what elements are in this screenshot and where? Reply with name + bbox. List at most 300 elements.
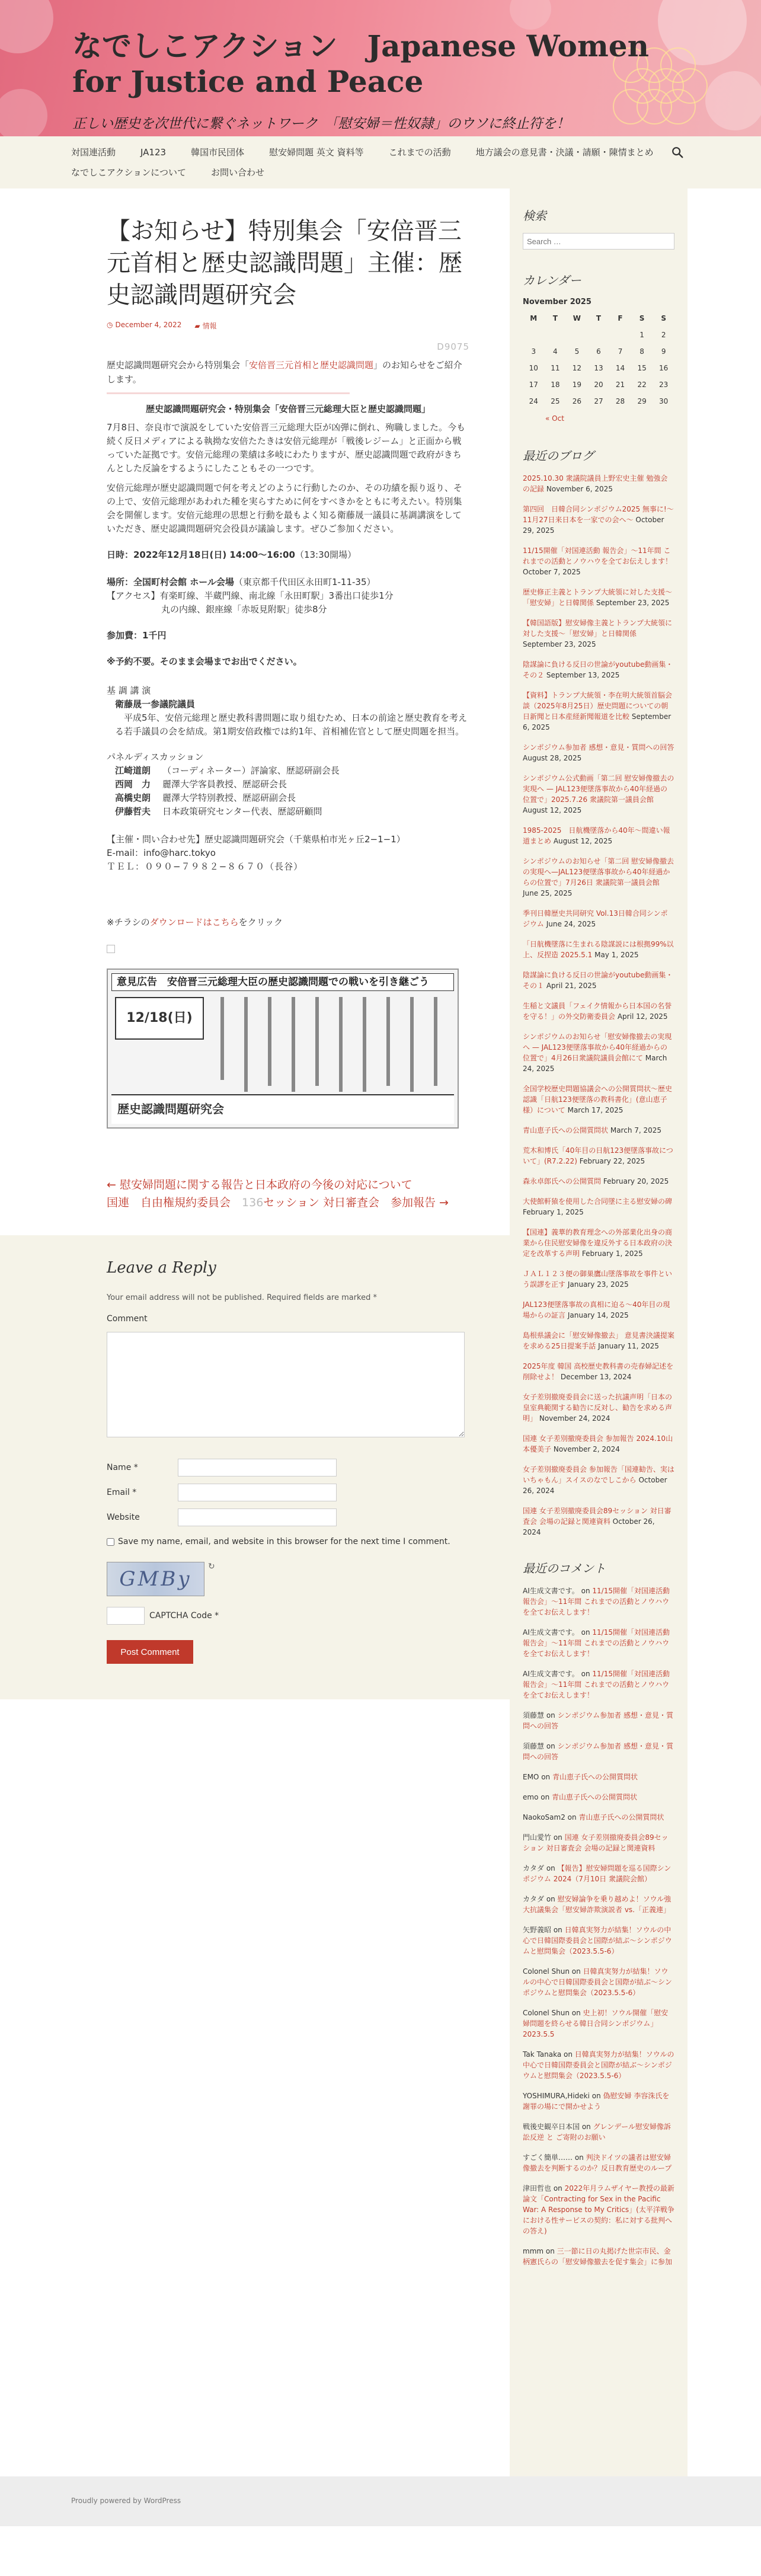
weekday: T [596, 314, 602, 322]
recent-comment-item [523, 1966, 674, 1998]
flyer-text-column [434, 997, 437, 1086]
article [0, 188, 510, 1235]
calendar-week [523, 376, 674, 393]
comment-post-link[interactable]: 日韓真実努力が結集！ソウルの中心で日韓国際委員会と国際が結ぶ〜シンポジウムと慰問集会（2023.5.5-6） [523, 1926, 672, 1955]
calendar-widget [523, 271, 674, 423]
comment-on-text: on [578, 1628, 593, 1637]
panelist-name: 江崎道朗 [115, 765, 151, 776]
recent-post-link[interactable]: 女子差別撤廃委員会 参加報告「国連勧告、実はいちゃもん」スイスのなでしこから [523, 1465, 674, 1484]
calendar-day: 23 [659, 381, 669, 389]
calendar-day: 26 [572, 397, 582, 405]
recent-post-link[interactable]: 1985-2025 日航機墜落から40年〜間違い報道まとめ [523, 826, 670, 845]
recent-post-item [523, 1361, 674, 1382]
flyer-download-link[interactable]: ダウンロードはこちら [149, 917, 239, 928]
comment-textarea[interactable] [107, 1332, 465, 1437]
recent-post-item [523, 908, 674, 929]
article-title: 【お知らせ】特別集会「安倍晋三元首相と歴史認識問題」主催：歴史認識問題研究会 [107, 218, 462, 309]
event-date [107, 548, 469, 562]
flyer-text-column [292, 997, 295, 1092]
calendar-widget-title: カレンダー [523, 273, 581, 287]
calendar-day: 25 [551, 397, 560, 405]
event-flyer-image[interactable] [107, 969, 459, 1129]
recent-comment-item [523, 1894, 674, 1915]
recent-comment-item [523, 2152, 674, 2174]
recent-post-date: September 23, 2025 [596, 599, 670, 607]
weekday: T [552, 314, 558, 322]
event-heading: 歴史認識問題研究会・特別集会「安倍晋三元総理大臣と歴史認識問題」 [145, 404, 430, 414]
calendar-day: 6 [596, 347, 601, 356]
main-navigation [0, 136, 761, 188]
calendar-day [566, 327, 588, 343]
calendar-day: 29 [637, 397, 647, 405]
calendar-day: 2 [661, 331, 666, 339]
recent-post-link[interactable]: 女子差別撤廃委員会に送った抗議声明「日本の皇室典範関する勧告に反対し、勧告を求める声明」 [523, 1393, 673, 1423]
comment-author: 須藤慧 [523, 1711, 545, 1720]
calendar-week [523, 343, 674, 360]
recent-post-link[interactable]: 大使館軒猿を使用した合同墜に主る慰安婦の碑 [523, 1197, 673, 1206]
recent-post-link[interactable]: 島根県議会に「慰安婦像撤去」 意見書決議提案を求める25日提案手話 [523, 1331, 674, 1350]
next-post-link[interactable] [107, 1194, 469, 1212]
recent-post-date: June 25, 2025 [523, 889, 573, 897]
panelist-name: 高橋史朗 [115, 792, 151, 803]
calendar-day: 30 [659, 397, 669, 405]
recent-post-item [523, 1433, 674, 1455]
recent-post-link[interactable]: シンポジウム参加者 感想・意見・質問への回答 [523, 743, 674, 752]
comment-on-text: on [551, 2184, 565, 2193]
calendar-caption: November 2025 [523, 298, 591, 306]
recent-post-item [523, 1031, 674, 1074]
recent-comment-item [523, 1627, 674, 1659]
calendar-day: 22 [637, 381, 647, 389]
recent-post-date: April 21, 2025 [546, 982, 597, 990]
recent-post-date: August 12, 2025 [523, 806, 582, 814]
recent-post-date: September 13, 2025 [546, 671, 620, 679]
venue-name: 場所：全国町村会館 ホール会場 [107, 577, 234, 587]
event-venue [107, 575, 469, 589]
comment-author: emo [523, 1793, 539, 1801]
recent-post-date: October 29, 2025 [523, 516, 664, 535]
recent-comment-item [523, 1710, 674, 1731]
keynote-description: 平成5年、安倍元総理と歴史教科書問題に取り組むため、日本の前途と歴史教育を考える若手議員の会を結成。第1期安倍政権では約1年、首相補佐官として歴史問題を担当。 [115, 712, 467, 737]
save-info-checkbox[interactable] [107, 1538, 114, 1546]
flyer-text-column [386, 997, 390, 1086]
site-header [0, 0, 761, 136]
comment-on-text: on [565, 1813, 579, 1821]
divider [107, 392, 350, 394]
nav-item-contact[interactable]: お問い合わせ [210, 167, 264, 178]
recent-comments-list [523, 1586, 674, 2267]
recent-post-date: September 6, 2025 [523, 712, 672, 731]
recent-post-link[interactable]: シンポジウム公式動画「第二回 慰安婦像撤去の実現へ — JAL123便墜落事故から40年経過の位置で」2025.7.26 衆議院第一議員会館 [523, 774, 674, 804]
flyer-text-column [315, 997, 319, 1086]
weekday: S [639, 314, 645, 322]
recent-post-item [523, 659, 674, 680]
site-title[interactable]: なでしこアクション Japanese Women for Justice and Peace [72, 28, 649, 99]
recent-post-date: February 1, 2025 [523, 1208, 584, 1216]
weekday: M [530, 314, 538, 322]
event-date-text: 日時：2022年12月18日(日) 14:00〜16:00 [107, 549, 295, 560]
recent-post-item [523, 1392, 674, 1424]
calendar-day [588, 327, 610, 343]
recent-comment-item [523, 1812, 674, 1823]
sakura-decoration [510, 0, 551, 30]
flyer-note-text: ※チラシの [107, 917, 150, 928]
previous-post-link[interactable]: ← 慰安婦問題に関する報告と日本政府の今後の対応について [107, 1178, 413, 1191]
post-comment-button[interactable]: Post Comment [107, 1640, 193, 1664]
calendar-day: 1 [640, 331, 644, 339]
comment-on-text: on [538, 1793, 552, 1801]
panelist-role: （コーディネーター）評論家、歴認研副会長 [162, 765, 340, 776]
weekday: F [618, 314, 623, 322]
recent-post-item [523, 970, 674, 991]
recent-post-date: October 7, 2025 [523, 568, 581, 576]
flyer-note [107, 915, 469, 929]
recent-post-date: August 28, 2025 [523, 754, 582, 762]
recent-post-date: December 13, 2024 [560, 1373, 632, 1381]
contact-phone: ＴＥＬ：０９０−７９８２−８６７０（長谷） [107, 861, 303, 872]
keynote-heading: 基 調 講 演 [107, 685, 151, 696]
panelist-row [107, 805, 469, 819]
recent-post-item [523, 939, 674, 960]
recent-post-item [523, 618, 674, 650]
contact-email: E-mail：info@harc.tokyo [107, 848, 216, 858]
calendar-day: 17 [529, 381, 538, 389]
comment-post-link[interactable]: 青山恵子氏への公開質問状 [552, 1793, 638, 1801]
nav-item-past-activities[interactable]: これまでの活動 [388, 147, 451, 158]
recent-posts-widget [523, 446, 674, 1538]
flyer-text-column [410, 997, 414, 1092]
recent-post-item [523, 1125, 674, 1136]
recent-comments-widget [523, 1559, 674, 2267]
website-label: Website [107, 1513, 140, 1522]
recent-post-date: January 23, 2025 [567, 1280, 629, 1289]
post-date[interactable] [107, 321, 181, 331]
comment-post-link[interactable]: 2022年月ラムザイヤー教授の最新論文「Contracting for Sex in the Pacific War: A Response to My Critics」(太平洋戦争における性サービスの契約：私に対する批判への答え) [523, 2184, 674, 2235]
calendar-day: 16 [659, 364, 669, 372]
post-category[interactable] [194, 321, 216, 331]
recent-comment-item [523, 1925, 674, 1957]
recent-post-date: February 1, 2025 [581, 1249, 643, 1258]
site-tagline: 正しい歴史を次世代に繋ぐネットワーク 「慰安婦＝性奴隷」のウソに終止符を！ [72, 116, 570, 132]
recent-post-date: January 11, 2025 [598, 1342, 659, 1350]
recent-post-date: August 12, 2025 [553, 837, 613, 845]
flyer-organizer: 歴史認識問題研究会 [111, 1094, 454, 1124]
recent-post-link[interactable]: シンポジウムのお知らせ「慰安婦像撤去の実現へ — JAL123便墜落事故から40年経過からの位置で」4月26日衆議院議員会館にて [523, 1033, 672, 1062]
fee: 参加費：1千円 [107, 630, 167, 641]
comment-author: 戦後史観卒日本国 [523, 2123, 580, 2131]
recent-post-date: March 17, 2025 [567, 1106, 623, 1114]
recent-comment-item [523, 2183, 674, 2236]
calendar-day: 24 [529, 397, 538, 405]
recent-post-date: October 26, 2024 [523, 1517, 655, 1536]
intro-paragraph [107, 358, 469, 386]
broken-image-icon [107, 945, 115, 953]
recent-post-date: January 14, 2025 [567, 1311, 629, 1319]
sidebar-search-input[interactable] [523, 233, 674, 250]
comment-author: カタダ [523, 1864, 545, 1872]
panelist-row [107, 791, 469, 805]
calendar-day: 19 [572, 381, 582, 389]
recent-post-item [523, 1506, 674, 1538]
comment-post-link[interactable]: シンポジウム参加者 感想・意見・質問への回答 [523, 1711, 673, 1730]
nav-item-un-activities[interactable]: 対国連活動 [71, 147, 116, 158]
flyer-text-column [244, 997, 248, 1092]
comment-post-link[interactable]: 11/15開催「対国連活動 報告会」〜11年間 これまでの活動とノウハウを全てお伝えします！ [523, 1587, 670, 1616]
comment-author: Tak Tanaka [523, 2050, 562, 2059]
comment-on-text: on [544, 1895, 558, 1903]
comment-post-link[interactable]: 【報告】慰安婦問題を巡る国際シンポジウム 2024（7月10日 衆議院会館） [523, 1864, 672, 1883]
comment-post-link[interactable]: 日韓真実努力が結集！ソウルの中心で日韓国際委員会と国際が結ぶ〜シンポジウムと慰問集会（2023.5.5-6） [523, 1967, 672, 1997]
recent-post-item [523, 773, 674, 816]
folder-icon: ▰ [194, 322, 200, 330]
weekday: S [661, 314, 667, 322]
recent-post-item [523, 1196, 674, 1217]
recent-post-item [523, 1084, 674, 1116]
calendar-day: 8 [640, 347, 644, 356]
comment-author: AI生成文書です。 [523, 1670, 579, 1678]
comment-on-text: on [578, 1587, 593, 1595]
recent-post-link[interactable]: 陰謀論に負ける反日の世論がyoutube動画集・その１ [523, 971, 673, 990]
calendar-day: 14 [615, 364, 625, 372]
access-line-1: 【アクセス】有楽町線、半蔵門線、南北線「永田町駅」3番出口徒歩1分 [107, 590, 394, 601]
calendar-day: 28 [615, 397, 625, 405]
reservation-note: ※予約不要。そのまま会場までお出でください。 [107, 656, 302, 667]
refresh-captcha-icon[interactable]: ↻ [208, 1562, 215, 1571]
search-widget [523, 206, 674, 250]
contact-organizer: 【主催・問い合わせ先】歴史認識問題研究会（千葉県柏市光ヶ丘2−1−1） [107, 834, 405, 845]
panelist-name: 西岡 力 [115, 779, 151, 790]
comment-on-text: on [544, 1711, 558, 1720]
calendar-day: 15 [637, 364, 647, 372]
comment-on-text: on [569, 1967, 583, 1976]
recent-post-item [523, 1268, 674, 1290]
recent-post-link[interactable]: 国連 女子差別撤廃委員会 参加報告 2024.10山本優美子 [523, 1434, 673, 1453]
post-date-text: December 4, 2022 [115, 321, 182, 329]
recent-comment-item [523, 2049, 674, 2081]
recent-comment-item [523, 1792, 674, 1802]
recent-post-item [523, 504, 674, 536]
calendar-day: 5 [574, 347, 580, 356]
clock-icon: ◷ [107, 321, 113, 329]
search-widget-title: 検索 [523, 209, 546, 223]
comment-post-link[interactable]: 史上初！ソウル開催「慰安婦問題を終らせる韓日合同シンポジウム」2023.5.5 [523, 2009, 669, 2038]
comment-post-link[interactable]: 青山恵子氏への公開質問状 [578, 1813, 664, 1821]
flyer-date: 12/18(日) [115, 997, 204, 1040]
recent-post-link[interactable]: 森永卓郎氏への公開質問 [523, 1177, 602, 1185]
recent-comments-title: 最近のコメント [523, 1561, 606, 1575]
recent-posts-title: 最近のブログ [523, 449, 594, 463]
content-area [0, 188, 761, 2476]
recent-post-date: May 1, 2025 [594, 951, 639, 959]
recent-comment-item [523, 1669, 674, 1701]
recent-post-item [523, 1001, 674, 1022]
recent-post-link[interactable]: 季刊日韓歴史共同研究 Vol.13日韓合同シンポジウム [523, 909, 668, 928]
article-meta [107, 321, 469, 331]
comment-on-text: on [580, 2123, 593, 2131]
comment-author: NaokoSam2 [523, 1813, 565, 1821]
recent-post-date: November 6, 2025 [546, 485, 613, 493]
keynote-speaker: 衛藤晟一参議院議員 [115, 699, 196, 709]
recent-post-link[interactable]: 陰謀論に負ける反日の世論がyoutube動画集・その２ [523, 660, 673, 679]
email-label: Email * [107, 1488, 137, 1497]
recent-comment-item [523, 2091, 674, 2112]
recent-post-item [523, 1464, 674, 1496]
recent-post-link[interactable]: 【資料】トランプ大統領・李在明大統領首脳会談（2025年8月25日）歴史問題についての朝日新聞と日本産経新聞報道を比較 [523, 691, 673, 721]
recent-post-link[interactable]: 【国連】義華的教育理念への外部業化出身の商業から住民慰安婦像を違反外する日本政府の決定を改革する声明 [523, 1228, 673, 1258]
comment-on-text: on [544, 1742, 558, 1750]
calendar-week [523, 360, 674, 376]
email-input[interactable] [178, 1484, 337, 1501]
comment-post-link[interactable]: 三一節に日の丸掲げた世宗市民、金柄憲氏らの「慰安婦像撤去を促す集会」に参加 [523, 2247, 673, 2266]
recent-post-date: September 23, 2025 [523, 640, 596, 648]
comment-author: 矢野義昭 [523, 1926, 552, 1934]
calendar-day: 9 [661, 347, 666, 356]
name-label: Name * [107, 1463, 138, 1472]
nav-item-about[interactable]: なでしこアクションについて [71, 167, 186, 178]
comment-post-link[interactable]: 慰安婦論争を乗り越めよ！ソウル強大抗議集会「慰安婦詐欺演説者 vs.「正義連」 [523, 1895, 672, 1914]
flyer-text-column [339, 997, 343, 1092]
search-icon[interactable] [671, 146, 684, 159]
comment-author: Colonel Shun [523, 2009, 570, 2017]
comment-post-link[interactable]: 11/15開催「対国連活動 報告会」〜11年間 これまでの活動とノウハウを全てお伝えします！ [523, 1628, 670, 1658]
calendar-day: 10 [529, 364, 538, 372]
recent-post-link[interactable]: 荒木和博氏「40年目の日航123便墜落事故について」(R7.2.22) [523, 1146, 673, 1165]
recent-post-item [523, 1176, 674, 1187]
comment-post-link[interactable]: 判決ドイツの議者は慰安婦像撤去を判断するのか？反日教育歴史のループ [523, 2153, 672, 2172]
comment-author: mmm [523, 2247, 544, 2255]
nav-item-ja123[interactable]: JA123 [140, 147, 167, 158]
name-input[interactable] [178, 1459, 337, 1476]
comment-post-link[interactable]: 11/15開催「対国連活動 報告会」〜11年間 これまでの活動とノウハウを全てお伝えします！ [523, 1670, 670, 1699]
recent-post-link[interactable]: 第四回 日韓合同シンポジウム2025 無事に!〜11月27日来日本を一家での会へ〜 [523, 505, 674, 524]
comment-on-text: on [578, 1670, 593, 1678]
recent-post-date: November 2, 2024 [553, 1445, 620, 1453]
calendar-day: 18 [551, 381, 560, 389]
recent-post-link[interactable]: 11/15開催「対国連活動 報告会」〜11年間 これまでの活動とノウハウを全てお伝えします！ [523, 546, 673, 565]
recent-post-link[interactable]: 「日航機墜落に生まれる陰謀説には根拠99%以上、反捏造 2025.5.1 [523, 940, 674, 959]
recent-post-date: April 12, 2025 [617, 1012, 668, 1021]
recent-posts-list [523, 473, 674, 1538]
comment-on-text: on [551, 1833, 565, 1842]
comment-form-section [0, 1235, 510, 1699]
required-note: Your email address will not be published. Required fields are marked * [107, 1293, 377, 1302]
post-navigation [107, 1176, 469, 1212]
nav-item-korean-groups[interactable]: 韓国市民団体 [191, 147, 245, 158]
recent-post-date: June 24, 2025 [546, 920, 596, 928]
panel-heading: パネルディスカッション [107, 752, 204, 762]
recent-post-item [523, 1299, 674, 1321]
panelist-row [107, 764, 469, 778]
recent-post-date: March 24, 2025 [523, 1054, 667, 1073]
recent-comment-item [523, 1741, 674, 1762]
calendar-day: 20 [594, 381, 603, 389]
recent-post-link[interactable]: 生稲と文議員「フェイク情報から日本国の名誉を守る！」の外交防衛委員会 [523, 1002, 672, 1021]
comment-post-link[interactable]: 青山恵子氏への公開質問状 [552, 1773, 638, 1781]
captcha-input[interactable] [107, 1607, 145, 1625]
calendar-day [523, 327, 545, 343]
recent-post-link[interactable]: 2025.10.30 衆議院議員上野宏史主催 勉強会の記録 [523, 474, 668, 493]
comment-post-link[interactable]: 偽慰安婦 李容洙氏を謝罪の場にで開かせよう [523, 2092, 670, 2111]
site-footer [0, 2476, 761, 2526]
captcha-label: CAPTCHA Code * [149, 1611, 219, 1621]
calendar-day: 12 [572, 364, 582, 372]
calendar-day: 4 [553, 347, 558, 356]
recent-post-item [523, 545, 674, 577]
flyer-text-column [363, 997, 366, 1092]
panelist-name: 伊藤哲夫 [115, 806, 151, 817]
recent-post-item [523, 742, 674, 763]
recent-comment-item [523, 1863, 674, 1884]
recent-post-item [523, 1145, 674, 1166]
comment-on-text: on [561, 2050, 575, 2059]
recent-comment-item [523, 1586, 674, 1618]
comment-post-link[interactable]: シンポジウム参加者 感想・意見・質問への回答 [523, 1742, 673, 1761]
recent-post-date: February 20, 2025 [603, 1177, 669, 1185]
calendar-table [523, 310, 674, 410]
comment-on-text: on [573, 2153, 586, 2162]
recent-post-link[interactable]: 2025年度 韓国 高校歴史教科書の売春婦記述を削除せよ！ [523, 1362, 674, 1381]
next-post-text-end: セッション 対日審査会 参加報告 → [263, 1196, 449, 1209]
recent-comment-item [523, 1772, 674, 1782]
calendar-prev-link[interactable]: « Oct [545, 414, 564, 423]
comment-on-text: on [551, 1926, 565, 1934]
comment-author: Colonel Shun [523, 1967, 570, 1976]
comment-author: 須藤慧 [523, 1742, 545, 1750]
sakura-decoration [0, 0, 53, 53]
recent-post-link[interactable]: JAL123便墜落事故の真相に迫る〜40年目の現場からの証言 [523, 1300, 670, 1319]
recent-post-link[interactable]: 【韓国語版】慰安婦像主義とトランプ大統領に対した支援〜「慰安婦」と日韓関係 [523, 619, 673, 638]
recent-post-date: October 26, 2024 [523, 1476, 667, 1495]
comment-post-link[interactable]: 日韓真実努力が結集！ソウルの中心で日韓国際委員会と国際が結ぶ〜シンポジウムと慰問集会（2023.5.5-6） [523, 2050, 674, 2080]
calendar-day: 7 [618, 347, 623, 356]
calendar-day: 27 [594, 397, 603, 405]
nav-item-english-materials[interactable]: 慰安婦問題 英文 資料等 [269, 147, 364, 158]
calendar-day: 3 [531, 347, 536, 356]
recent-post-link[interactable]: ＪＡＬ１２３便の御巣鷹山墜落事故を事件という誤謬を正す [523, 1270, 673, 1289]
recent-post-link[interactable]: 国連 女子差別撤廃委員会89セッション 対日審査会 会場の記録と関連資料 [523, 1507, 672, 1526]
intro-link[interactable]: 安倍晋三元首相と歴史認識問題 [249, 360, 374, 370]
comment-form-title: Leave a Reply [107, 1259, 216, 1277]
body-paragraph-1: 7月8日、奈良市で演説をしていた安倍晋三元総理大臣が凶弾に倒れ、殉職しました。今も続く反日メディアによる執拗な安倍たたきは安倍元総理が「戦後レジーム」と正面から戦っていた証拠です。安倍元総理の業績は多岐にわたりますが、歴史認識問題で政府がきちんとした反論をするようにしたこともその一つです。 [107, 422, 465, 474]
recent-post-link[interactable]: 全国学校歴史問題協議会への公開質問状〜歴史認識「日航123便墜落の教科書化」(意山恵子様）について [523, 1085, 673, 1114]
intro-text-end: 」のお知らせをご紹介します。 [107, 360, 462, 385]
footer-credit-link[interactable]: Proudly powered by WordPress [71, 2497, 181, 2505]
recent-post-link[interactable]: 歴史修正主義とトランプ大統領に対した支援〜「慰安婦」と日韓関係 [523, 588, 673, 607]
comment-author: AI生成文書です。 [523, 1587, 579, 1595]
recent-post-item [523, 473, 674, 494]
recent-post-link[interactable]: シンポジウムのお知らせ「第二回 慰安婦像撤去の実現へ—JAL123便墜落事故から40年経過からの位置で」7月26日 衆議院第一議員会館 [523, 857, 674, 887]
recent-post-link[interactable]: 青山恵子氏への公開質問状 [523, 1126, 609, 1134]
calendar-week [523, 393, 674, 410]
calendar-week [523, 327, 674, 343]
comment-post-link[interactable]: 国連 女子差別撤廃委員会89セッション 対日審査会 会場の記録と関連資料 [523, 1833, 669, 1852]
website-input[interactable] [178, 1508, 337, 1526]
nav-item-local-assembly[interactable]: 地方議会の意見書・決議・請願・陳情まとめ [475, 147, 654, 158]
comment-post-link[interactable]: グレンデール慰安婦像訴訟反逆 と ご寄附のお願い [523, 2123, 672, 2142]
body-paragraph-2: 安倍元総理が歴史認識問題で何を考えどのように行動したのか、その功績を振り返り、その上で、安倍元総理があわれた種を実らすために何をすべきかをともに考えたい。特別集会を開催します。安倍元総理の思想と行動を最もよく知る衛藤晟一議員に基調講演をしていただき、歴史認識問題研究会役員が議論します。ぜひご参加ください。 [107, 482, 463, 534]
comment-author: 門山愛竹 [523, 1833, 552, 1842]
comment-label: Comment [107, 1314, 148, 1324]
recent-post-item [523, 1330, 674, 1351]
comment-author: カタダ [523, 1895, 545, 1903]
comment-on-text: on [589, 2092, 603, 2100]
captcha-image: GMBy [107, 1562, 204, 1596]
comment-on-text: on [539, 1773, 552, 1781]
next-post-number: 136 [242, 1196, 264, 1209]
calendar-day [545, 327, 567, 343]
sakura-decoration [0, 89, 47, 136]
recent-post-date: November 24, 2024 [539, 1414, 610, 1423]
